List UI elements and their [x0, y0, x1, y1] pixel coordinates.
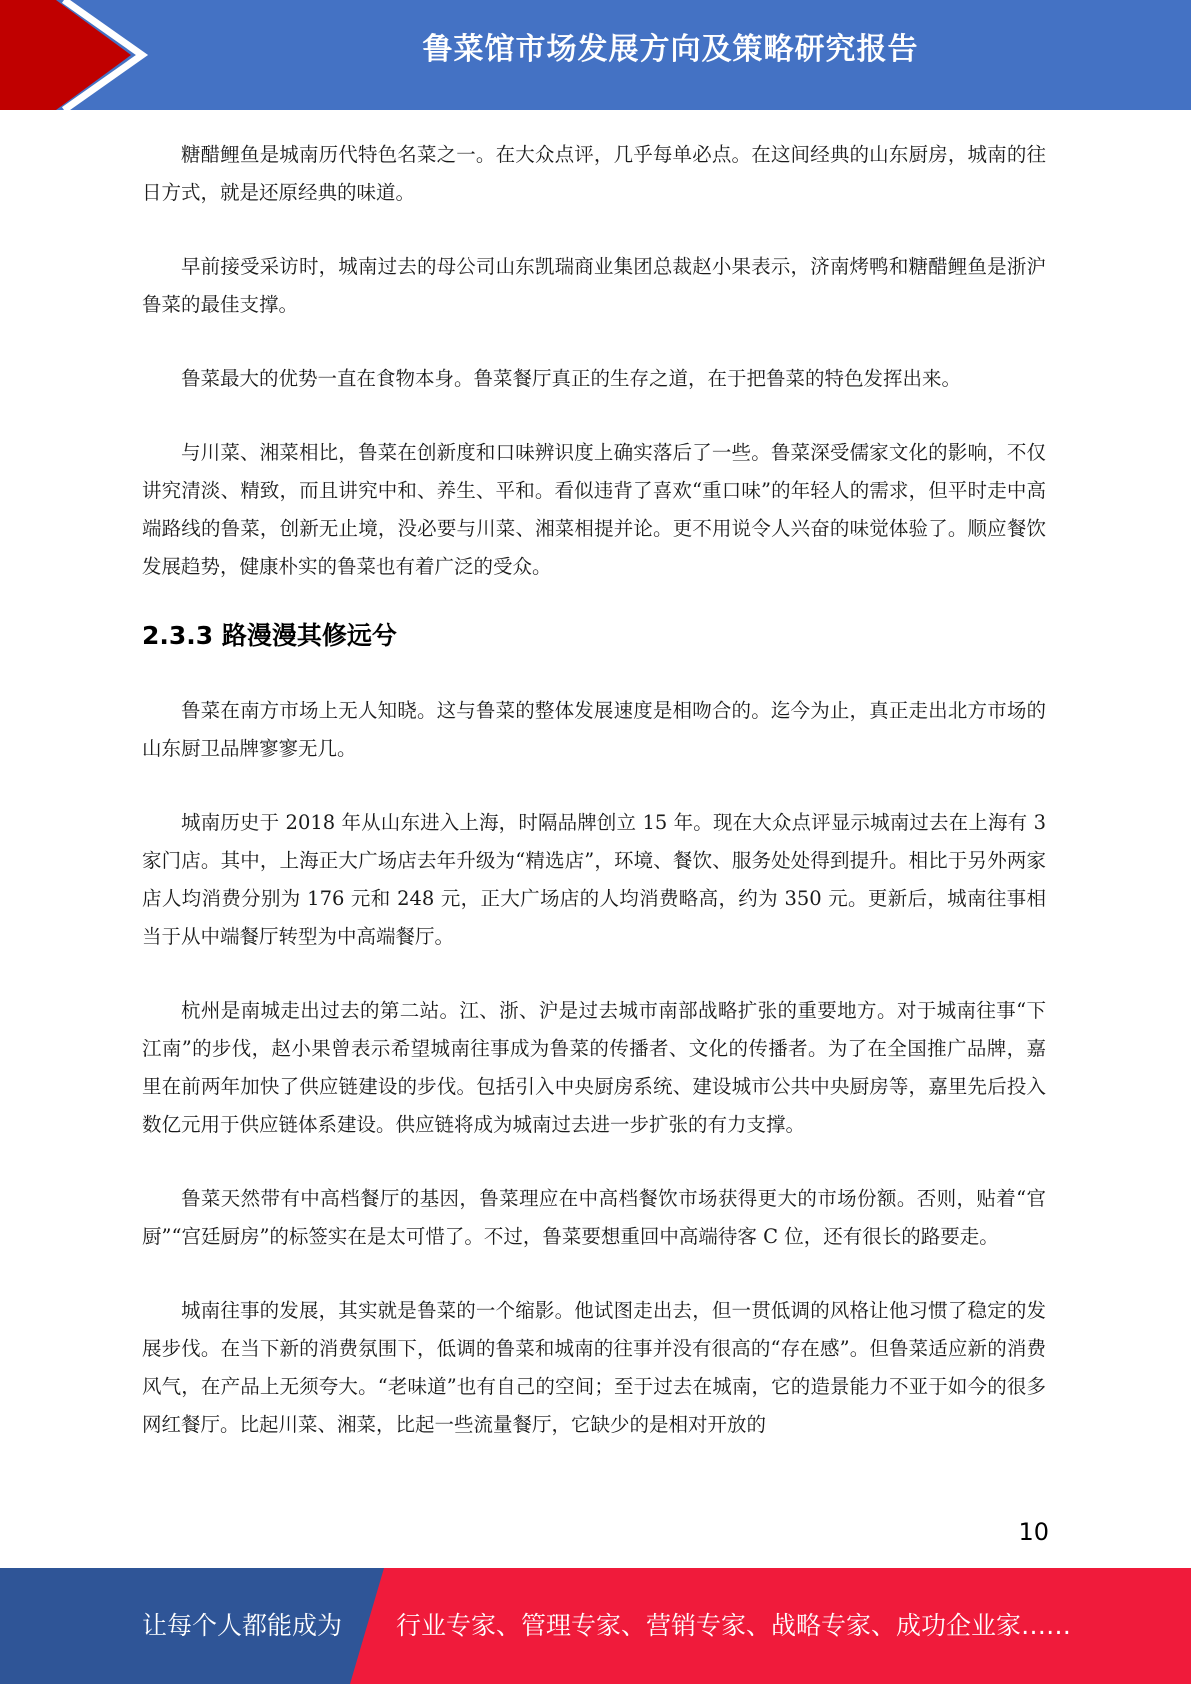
- paragraph: 鲁菜最大的优势一直在食物本身。鲁菜餐厅真正的生存之道，在于把鲁菜的特色发挥出来。: [181, 367, 962, 390]
- page-number: 10: [1018, 1518, 1049, 1546]
- page-header: [0, 0, 1191, 110]
- header-title: 鲁菜馆市场发展方向及策略研究报告: [422, 32, 919, 67]
- document-body: [142, 136, 1046, 1444]
- paragraph: 城南往事的发展，其实就是鲁菜的一个缩影。他试图走出去，但一贯低调的风格让他习惯了稳定的发展步伐。在当下新的消费氛围下，低调的鲁菜和城南的往事并没有很高的“存在感”。但鲁菜适应新的消费风气，在产品上无须夸大。“老味道”也有自己的空间；至于过去在城南，它的造景能力不亚于如今的很多网红餐厅。比起川菜、湘菜，比起一些流量餐厅，它缺少的是相对开放的: [142, 1299, 1046, 1436]
- paragraph: 早前接受采访时，城南过去的母公司山东凯瑞商业集团总裁赵小果表示，济南烤鸭和糖醋鲤鱼是浙沪鲁菜的最佳支撑。: [142, 255, 1046, 316]
- paragraph: 鲁菜天然带有中高档餐厅的基因，鲁菜理应在中高档餐饮市场获得更大的市场份额。否则，贴着“官厨”“宫廷厨房”的标签实在是太可惜了。不过，鲁菜要想重回中高端待客 C 位，还有很长的路要走。: [142, 1187, 1046, 1248]
- header-chevron-decoration: [0, 0, 160, 110]
- footer-slogan-left: 让每个人都能成为: [142, 1611, 343, 1640]
- paragraph: 与川菜、湘菜相比，鲁菜在创新度和口味辨识度上确实落后了一些。鲁菜深受儒家文化的影响，不仅讲究清淡、精致，而且讲究中和、养生、平和。看似违背了喜欢“重口味”的年轻人的需求，但平时走中高端路线的鲁菜，创新无止境，没必要与川菜、湘菜相提并论。更不用说令人兴奋的味觉体验了。顺应餐饮发展趋势，健康朴实的鲁菜也有着广泛的受众。: [142, 441, 1046, 578]
- page-footer: [0, 1568, 1191, 1684]
- paragraph: 城南历史于 2018 年从山东进入上海，时隔品牌创立 15 年。现在大众点评显示城南过去在上海有 3 家门店。其中，上海正大广场店去年升级为“精选店”，环境、餐饮、服务处处得到提升。相比于另外两家店人均消费分别为 176 元和 248 元，正大广场店的人均消费略高，约为 350 元。更新后，城南往事相当于从中端餐厅转型为中高端餐厅。: [142, 811, 1046, 948]
- paragraph: 杭州是南城走出过去的第二站。江、浙、沪是过去城市南部战略扩张的重要地方。对于城南往事“下江南”的步伐，赵小果曾表示希望城南往事成为鲁菜的传播者、文化的传播者。为了在全国推广品牌，嘉里在前两年加快了供应链建设的步伐。包括引入中央厨房系统、建设城市公共中央厨房等，嘉里先后投入数亿元用于供应链体系建设。供应链将成为城南过去进一步扩张的有力支撑。: [142, 999, 1046, 1136]
- paragraph: 糖醋鲤鱼是城南历代特色名菜之一。在大众点评，几乎每单必点。在这间经典的山东厨房，城南的往日方式，就是还原经典的味道。: [142, 143, 1046, 204]
- paragraph: 鲁菜在南方市场上无人知晓。这与鲁菜的整体发展速度是相吻合的。迄今为止，真正走出北方市场的山东厨卫品牌寥寥无几。: [142, 699, 1046, 760]
- footer-slogan-right: 行业专家、管理专家、营销专家、战略专家、成功企业家……: [396, 1611, 1072, 1640]
- section-heading: 2.3.3 路漫漫其修远兮: [142, 621, 397, 650]
